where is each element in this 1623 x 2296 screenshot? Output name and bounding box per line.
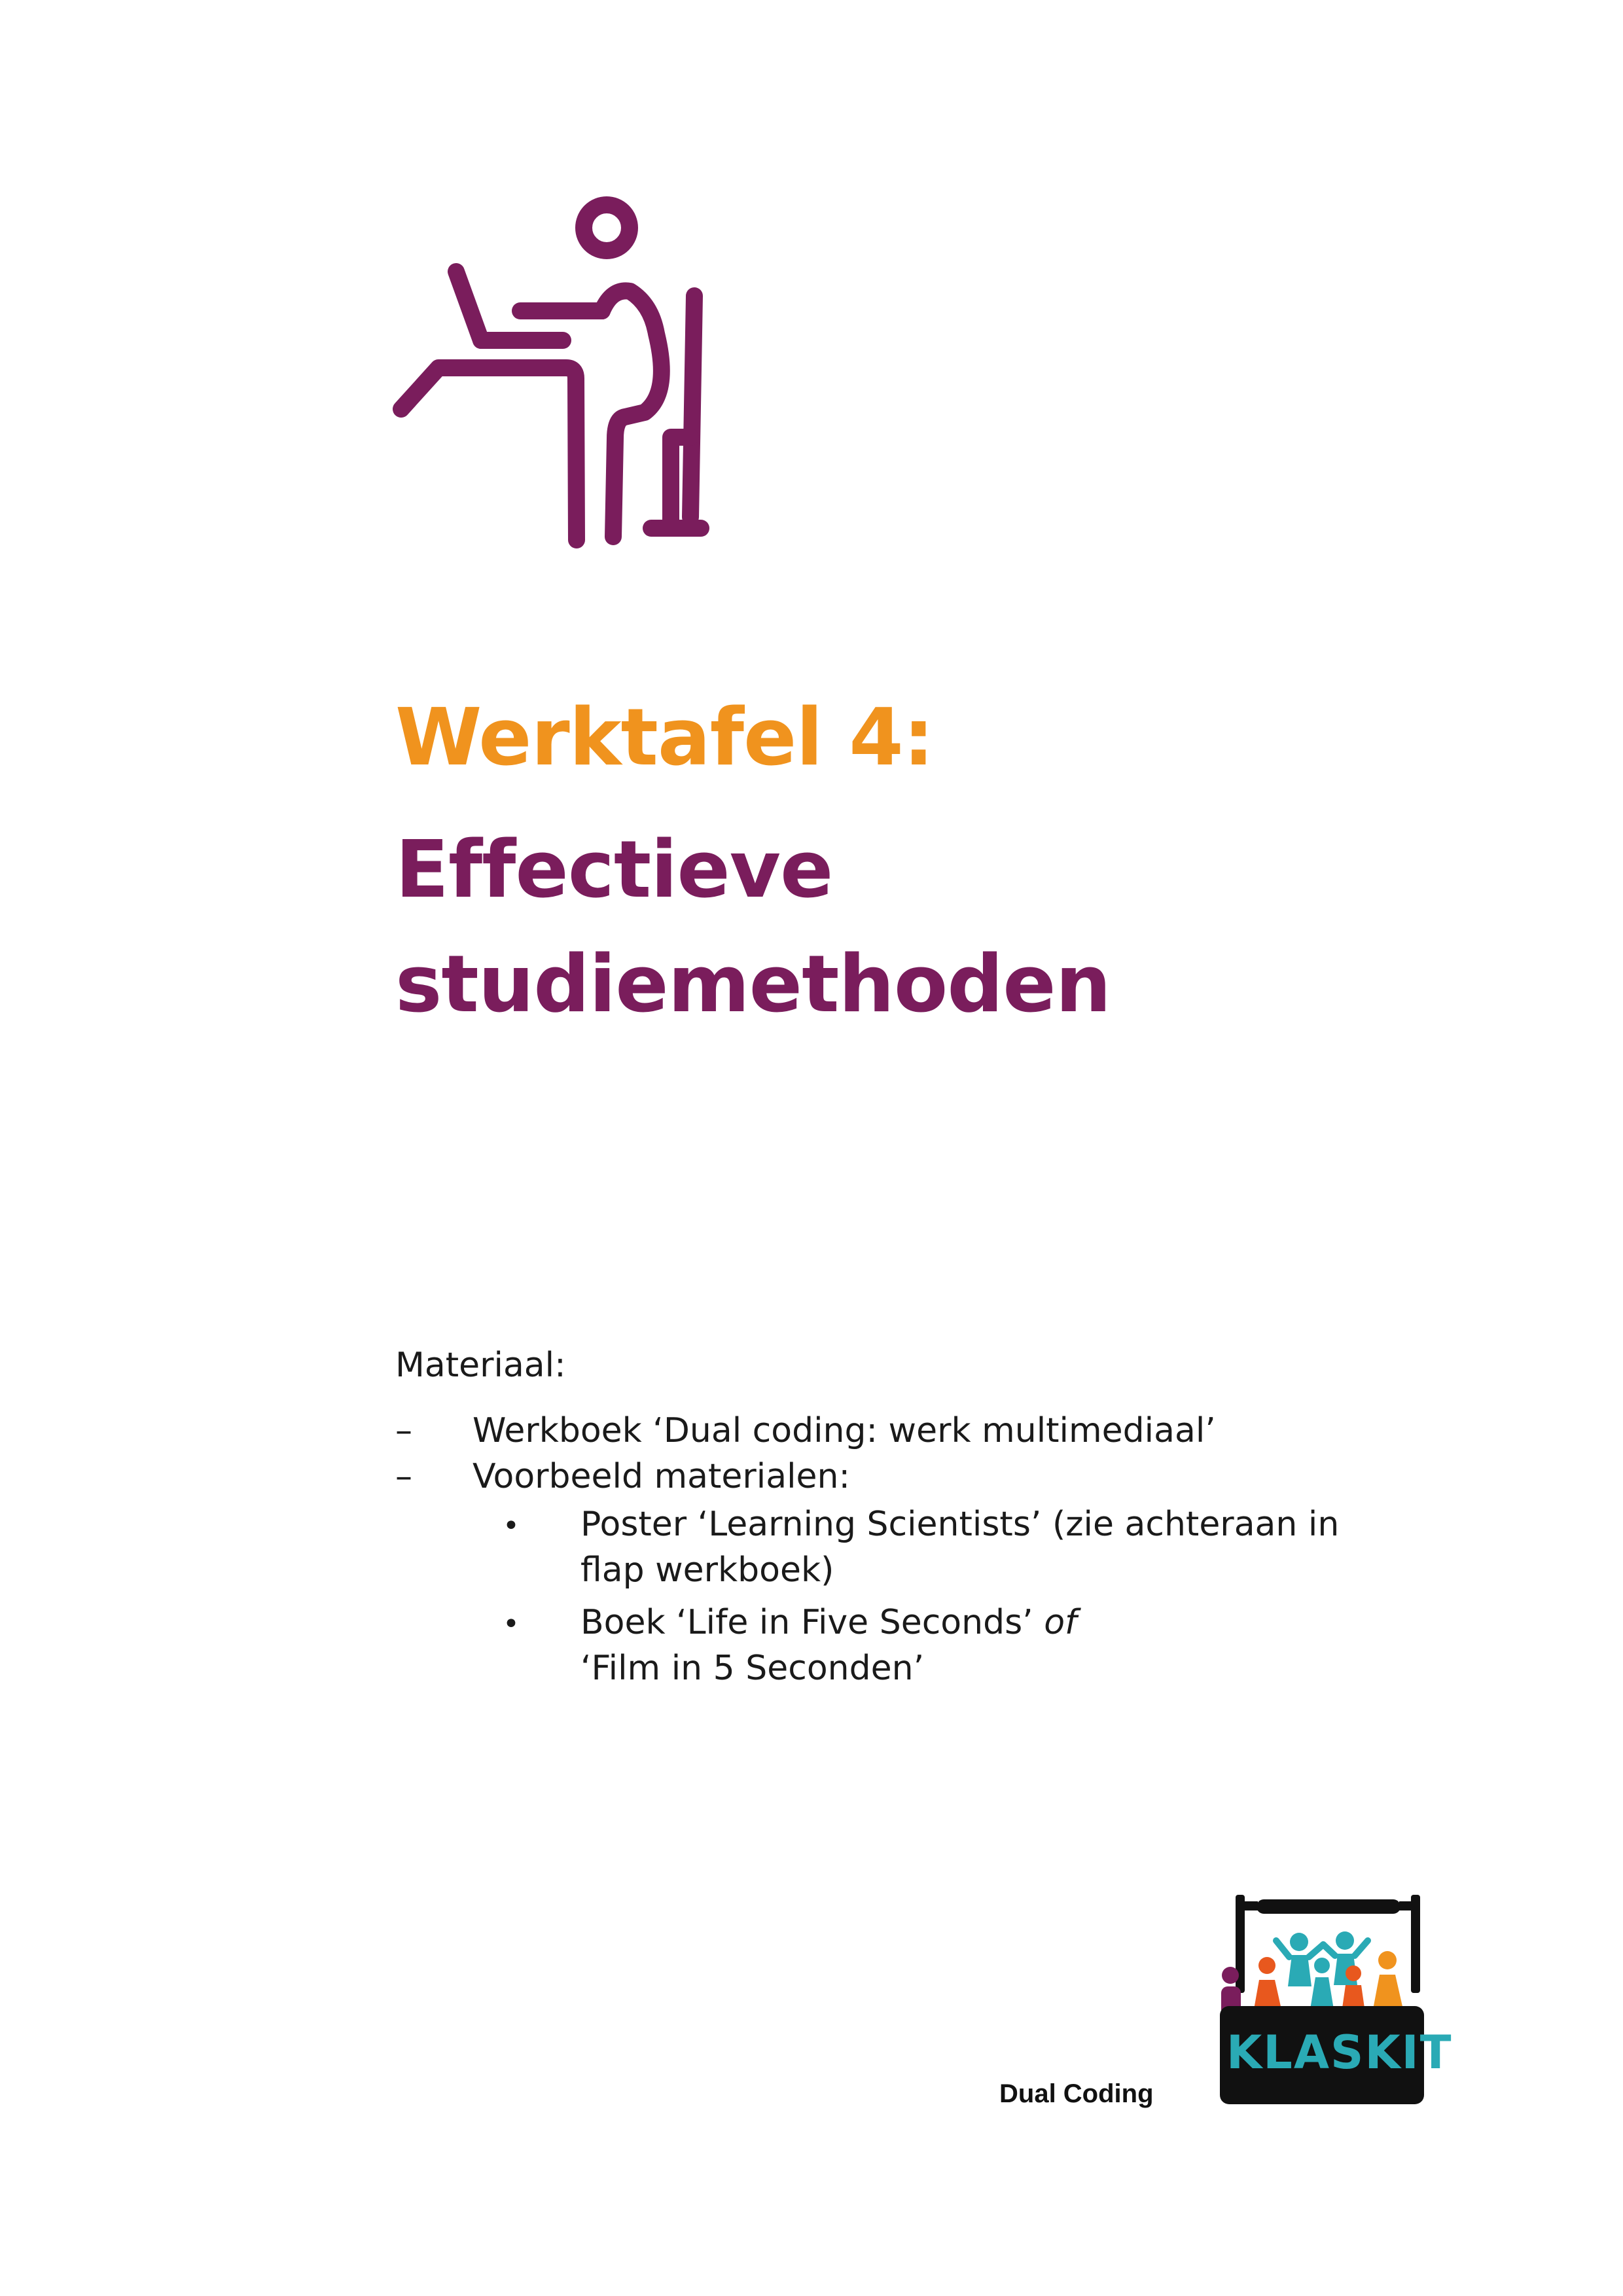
material-item-workbook: Werkboek ‘Dual coding: werk multimediaal’ [473,1411,1216,1450]
person-at-desk-icon [389,183,782,563]
subitem-book-line1 [580,1605,1077,1640]
subitem-book-title: Boek ‘Life in Five Seconds’ [580,1603,1044,1642]
klaskit-logo-text: KLASKIT [1226,2026,1453,2079]
material-label: Materiaal: [395,1346,566,1385]
dash-marker: – [395,1457,412,1496]
subitem-poster-line1: Poster ‘Learning Scientists’ (zie achteraan in [580,1505,1340,1544]
title-line-2: Effectieve [395,825,833,916]
title-line-1: Werktafel 4: [395,692,934,783]
dash-marker: – [395,1411,412,1450]
title-line-3: studiemethoden [395,939,1111,1030]
bullet-marker: • [503,1607,520,1641]
material-item-examples: Voorbeeld materialen: [473,1457,851,1496]
bullet-marker: • [503,1509,520,1543]
subitem-poster-line2: flap werkboek) [580,1551,834,1590]
footer-label: Dual Coding [999,2079,1154,2108]
subitem-book-line2: ‘Film in 5 Seconden’ [580,1649,925,1688]
subitem-book-or: of [1044,1603,1077,1642]
